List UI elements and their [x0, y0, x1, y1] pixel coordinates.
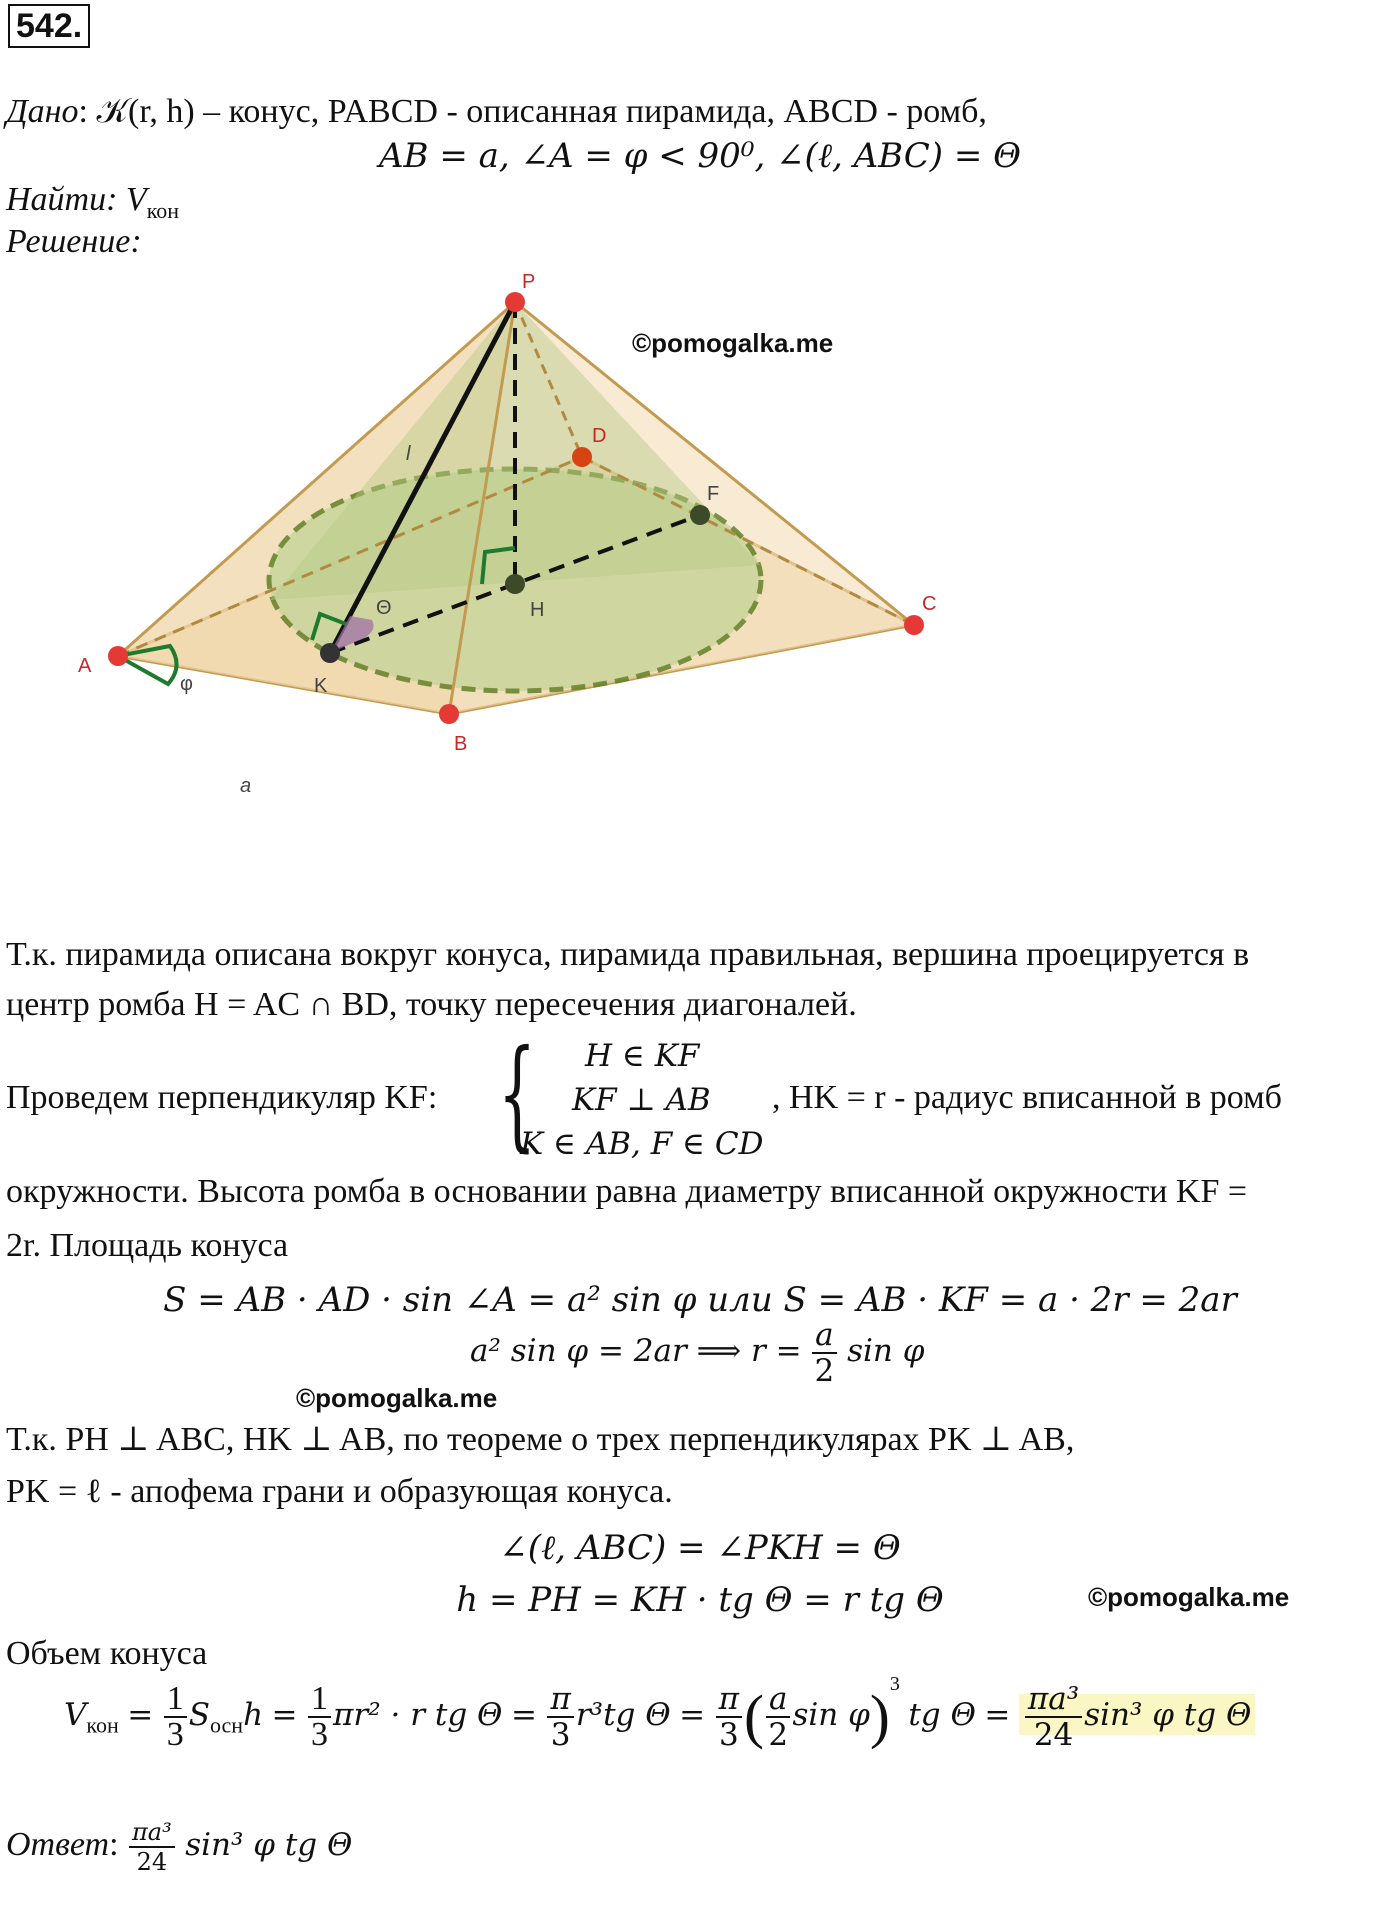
- paragraph-2-lead: Проведем перпендикуляр KF:: [6, 1079, 438, 1116]
- vol-frac-2-den: 3: [311, 1716, 329, 1753]
- label-a: A: [78, 655, 92, 677]
- label-phi: φ: [180, 673, 193, 695]
- vol-frac-5-den: 2: [768, 1717, 789, 1753]
- point-a: [108, 646, 128, 666]
- volume-formula: [64, 1673, 1255, 1753]
- paragraph-2-tail: , HK = r - радиус вписанной в ромб: [772, 1079, 1282, 1116]
- label-h: H: [530, 599, 545, 621]
- equation-height: h = PH = KH · tg Θ = r tg Θ: [456, 1580, 944, 1620]
- given-line-2: AB = a, ∠A = φ < 90⁰, ∠(ℓ, ABC) = Θ: [378, 136, 1022, 176]
- label-k: K: [314, 675, 328, 697]
- label-b: B: [454, 733, 468, 755]
- system-row-2: KF ⊥ AB: [572, 1082, 711, 1118]
- find-sub: кон: [146, 197, 180, 223]
- answer-num: πa³: [129, 1818, 175, 1848]
- vol-eq-5: =: [984, 1696, 1011, 1733]
- answer-line: Ответ: $\frac{\text{πa³}}{24}$ sin³ φ tg Θ: [6, 1818, 353, 1876]
- vol-frac-5-num: a: [766, 1682, 790, 1718]
- vol-frac-4-num: π: [716, 1682, 742, 1718]
- vol-frac-3-den: 3: [550, 1717, 571, 1753]
- vol-r3: r³tg Θ: [575, 1696, 671, 1733]
- vol-frac-1: [164, 1682, 187, 1752]
- vol-frac-5: [766, 1682, 790, 1752]
- eq-radius-num: a: [812, 1318, 836, 1354]
- vol-frac-6: [1025, 1682, 1082, 1752]
- solution-label: Решение:: [6, 223, 142, 260]
- system-row-1: H ∈ KF: [585, 1038, 700, 1074]
- answer-tail: sin³ φ tg Θ: [185, 1826, 353, 1863]
- vol-frac-2: [308, 1682, 331, 1752]
- vol-frac-3-num: π: [547, 1682, 573, 1718]
- vol-frac-4: [716, 1682, 742, 1752]
- paragraph-3a: окружности. Высота ромба в основании равна диаметру вписанной окружности KF =: [6, 1173, 1248, 1210]
- vol-v-sub: кон: [86, 1712, 119, 1738]
- vol-tg: tg Θ: [908, 1696, 976, 1733]
- vol-eq-2: =: [271, 1696, 298, 1733]
- label-theta: Θ: [376, 597, 392, 619]
- paragraph-1a: Т.к. пирамида описана вокруг конуса, пирамида правильная, вершина проецируется в: [6, 936, 1250, 973]
- answer-frac: [129, 1818, 175, 1876]
- eq-radius-frac: [812, 1318, 836, 1388]
- vol-eq-3: =: [510, 1696, 537, 1733]
- vol-v: V: [64, 1696, 87, 1733]
- vol-frac-1-num: 1: [164, 1682, 187, 1718]
- paragraph-3b: 2r. Площадь конуса: [6, 1227, 289, 1264]
- equation-area: S = AB · AD · sin ∠A = a² sin φ или S = AB · KF = a · 2r = 2ar: [163, 1280, 1237, 1320]
- watermark-1: ©pomogalka.me: [632, 328, 834, 358]
- point-d: [572, 447, 592, 467]
- vol-paren-close: ): [869, 1683, 890, 1750]
- label-f: F: [707, 483, 720, 505]
- system-row-3: K ∈ AB, F ∈ CD: [520, 1126, 764, 1162]
- system-brace: {: [498, 1025, 537, 1164]
- vol-frac-4-den: 3: [718, 1717, 739, 1753]
- vol-pi-r2: πr² · r tg Θ: [333, 1696, 503, 1733]
- eq-radius-right: sin φ: [847, 1332, 925, 1369]
- vol-result-highlight: [1019, 1681, 1256, 1753]
- paragraph-4b: PK = ℓ - апофема грани и образующая конуса.: [6, 1473, 673, 1510]
- answer-den: 24: [136, 1848, 168, 1876]
- given-text: : 𝒦(r, h) – конус, PABCD - описанная пирамида, ABCD - ромб,: [78, 93, 987, 130]
- label-d: D: [592, 425, 607, 447]
- pyramid-figure: [0, 260, 1000, 797]
- answer-label: Ответ: [6, 1825, 110, 1863]
- point-p: [505, 292, 525, 312]
- vol-final: sin³ φ tg Θ: [1084, 1696, 1252, 1733]
- watermark-2: ©pomogalka.me: [296, 1383, 498, 1413]
- vol-eq-4: =: [679, 1696, 706, 1733]
- vol-paren-open: (: [744, 1683, 764, 1750]
- vol-h: h: [243, 1696, 264, 1733]
- vol-s-sub: осн: [209, 1712, 244, 1738]
- eq-radius-den: 2: [814, 1353, 835, 1389]
- problem-number: 542.: [8, 4, 90, 48]
- label-c: C: [922, 593, 937, 615]
- vol-frac-6-den: 24: [1033, 1717, 1074, 1753]
- vol-cube: 3: [889, 1673, 900, 1696]
- label-a-edge: a: [240, 775, 252, 797]
- point-f: [690, 505, 710, 525]
- paragraph-4a: Т.к. PH ⊥ ABC, HK ⊥ AB, по теореме о трех перпендикулярах PK ⊥ AB,: [6, 1421, 1075, 1458]
- point-k: [320, 643, 340, 663]
- vol-eq-1: =: [127, 1696, 154, 1733]
- label-l: l: [406, 443, 411, 465]
- given-label: Дано: [6, 93, 79, 130]
- find-label: Найти: [6, 181, 107, 218]
- vol-frac-6-num: πa³: [1025, 1682, 1082, 1718]
- point-h: [505, 574, 525, 594]
- find-text: : V: [106, 181, 147, 218]
- equation-angle: ∠(ℓ, ABC) = ∠PKH = Θ: [499, 1528, 901, 1568]
- vol-frac-3: [547, 1682, 573, 1752]
- watermark-3: ©pomogalka.me: [1088, 1582, 1290, 1612]
- given-line-1: [6, 92, 987, 132]
- point-b: [439, 704, 459, 724]
- paragraph-1b: центр ромба H = AC ∩ BD, точку пересечения диагоналей.: [6, 986, 857, 1023]
- vol-sin-phi: sin φ: [792, 1696, 870, 1733]
- vol-s: S: [188, 1696, 210, 1733]
- equation-radius: [470, 1318, 924, 1388]
- point-c: [904, 615, 924, 635]
- eq-radius-left: a² sin φ = 2ar ⟹ r =: [470, 1332, 802, 1369]
- vol-frac-2-num: 1: [308, 1682, 331, 1718]
- vol-frac-1-den: 3: [166, 1716, 184, 1753]
- label-p: P: [522, 271, 536, 293]
- paragraph-5: Объем конуса: [6, 1635, 208, 1672]
